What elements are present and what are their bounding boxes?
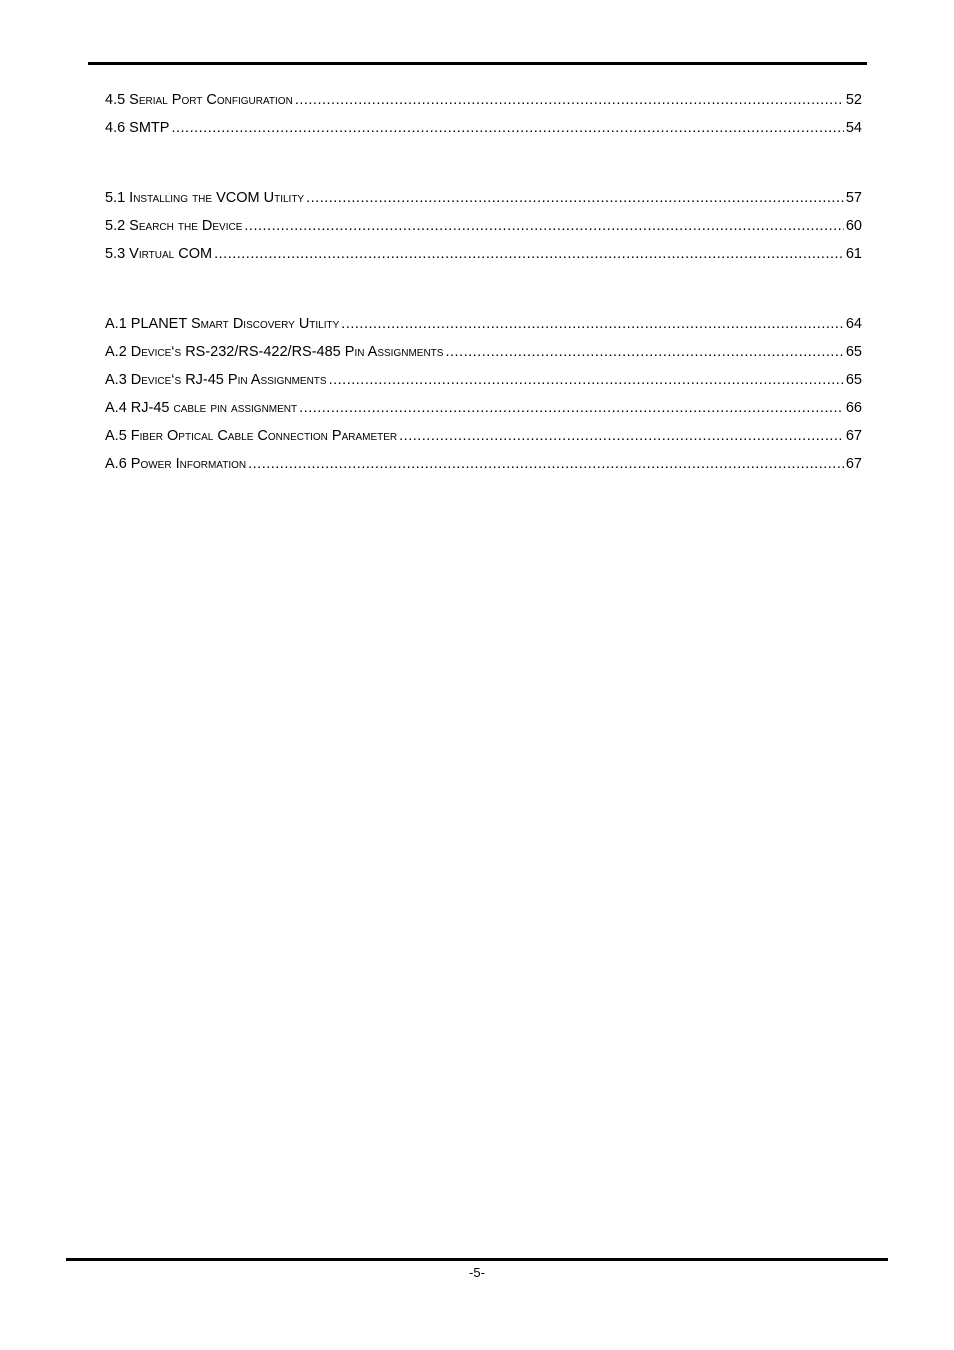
toc-entry-page: 67 xyxy=(845,456,862,472)
toc-entry-page: 66 xyxy=(845,400,862,416)
dot-leader xyxy=(445,338,843,366)
toc-entry-page: 65 xyxy=(845,344,862,360)
dot-leader xyxy=(299,394,844,422)
toc-entry-rj45-cable-pin-assignment[interactable] xyxy=(105,394,862,422)
toc-entry-installing-vcom-utility[interactable] xyxy=(105,184,862,212)
toc-entry-title: 4.6 SMTP xyxy=(105,120,170,136)
dot-leader xyxy=(341,310,844,338)
toc-entry-page: 60 xyxy=(845,218,862,234)
toc-entry-title: A.6 Power Information xyxy=(105,456,247,472)
dot-leader xyxy=(306,184,844,212)
toc-entry-page: 61 xyxy=(845,246,862,262)
toc-group-appendix xyxy=(105,310,862,478)
toc-entry-fiber-optical-cable[interactable] xyxy=(105,422,862,450)
toc-entry-power-information[interactable] xyxy=(105,450,862,478)
toc-entry-title: A.1 PLANET Smart Discovery Utility xyxy=(105,316,340,332)
toc-entry-title: 5.2 Search the Device xyxy=(105,218,243,234)
toc-entry-title: 4.5 Serial Port Configuration xyxy=(105,92,293,108)
toc-entry-serial-pin-assignments[interactable] xyxy=(105,338,862,366)
footer-rule xyxy=(66,1258,888,1261)
toc-entry-rj45-pin-assignments[interactable] xyxy=(105,366,862,394)
toc-entry-title: 5.3 Virtual COM xyxy=(105,246,213,262)
header-rule xyxy=(88,62,867,65)
dot-leader xyxy=(244,212,843,240)
toc-entry-smart-discovery-utility[interactable] xyxy=(105,310,862,338)
dot-leader xyxy=(214,240,844,268)
toc-entry-title: 5.1 Installing the VCOM Utility xyxy=(105,190,305,206)
toc-entry-title: A.5 Fiber Optical Cable Connection Parameter xyxy=(105,428,398,444)
page-number: -5- xyxy=(469,1265,485,1280)
toc-group-chapter-4 xyxy=(105,86,862,142)
dot-leader xyxy=(329,366,844,394)
toc-entry-page: 65 xyxy=(845,372,862,388)
dot-leader xyxy=(248,450,844,478)
toc-entry-serial-port-configuration[interactable] xyxy=(105,86,862,114)
toc-entry-virtual-com[interactable] xyxy=(105,240,862,268)
table-of-contents xyxy=(105,86,862,478)
toc-entry-search-the-device[interactable] xyxy=(105,212,862,240)
toc-entry-page: 64 xyxy=(845,316,862,332)
toc-group-chapter-5 xyxy=(105,184,862,268)
toc-entry-title: A.4 RJ-45 cable pin assignment xyxy=(105,400,298,416)
dot-leader xyxy=(171,114,843,142)
dot-leader xyxy=(295,86,844,114)
toc-entry-title: A.3 Device‘s RJ-45 Pin Assignments xyxy=(105,372,327,388)
toc-entry-page: 67 xyxy=(845,428,862,444)
toc-entry-page: 54 xyxy=(845,120,862,136)
toc-entry-page: 52 xyxy=(845,92,862,108)
toc-entry-smtp[interactable] xyxy=(105,114,862,142)
toc-entry-title: A.2 Device‘s RS-232/RS-422/RS-485 Pin Assignments xyxy=(105,344,444,360)
dot-leader xyxy=(399,422,844,450)
toc-entry-page: 57 xyxy=(845,190,862,206)
